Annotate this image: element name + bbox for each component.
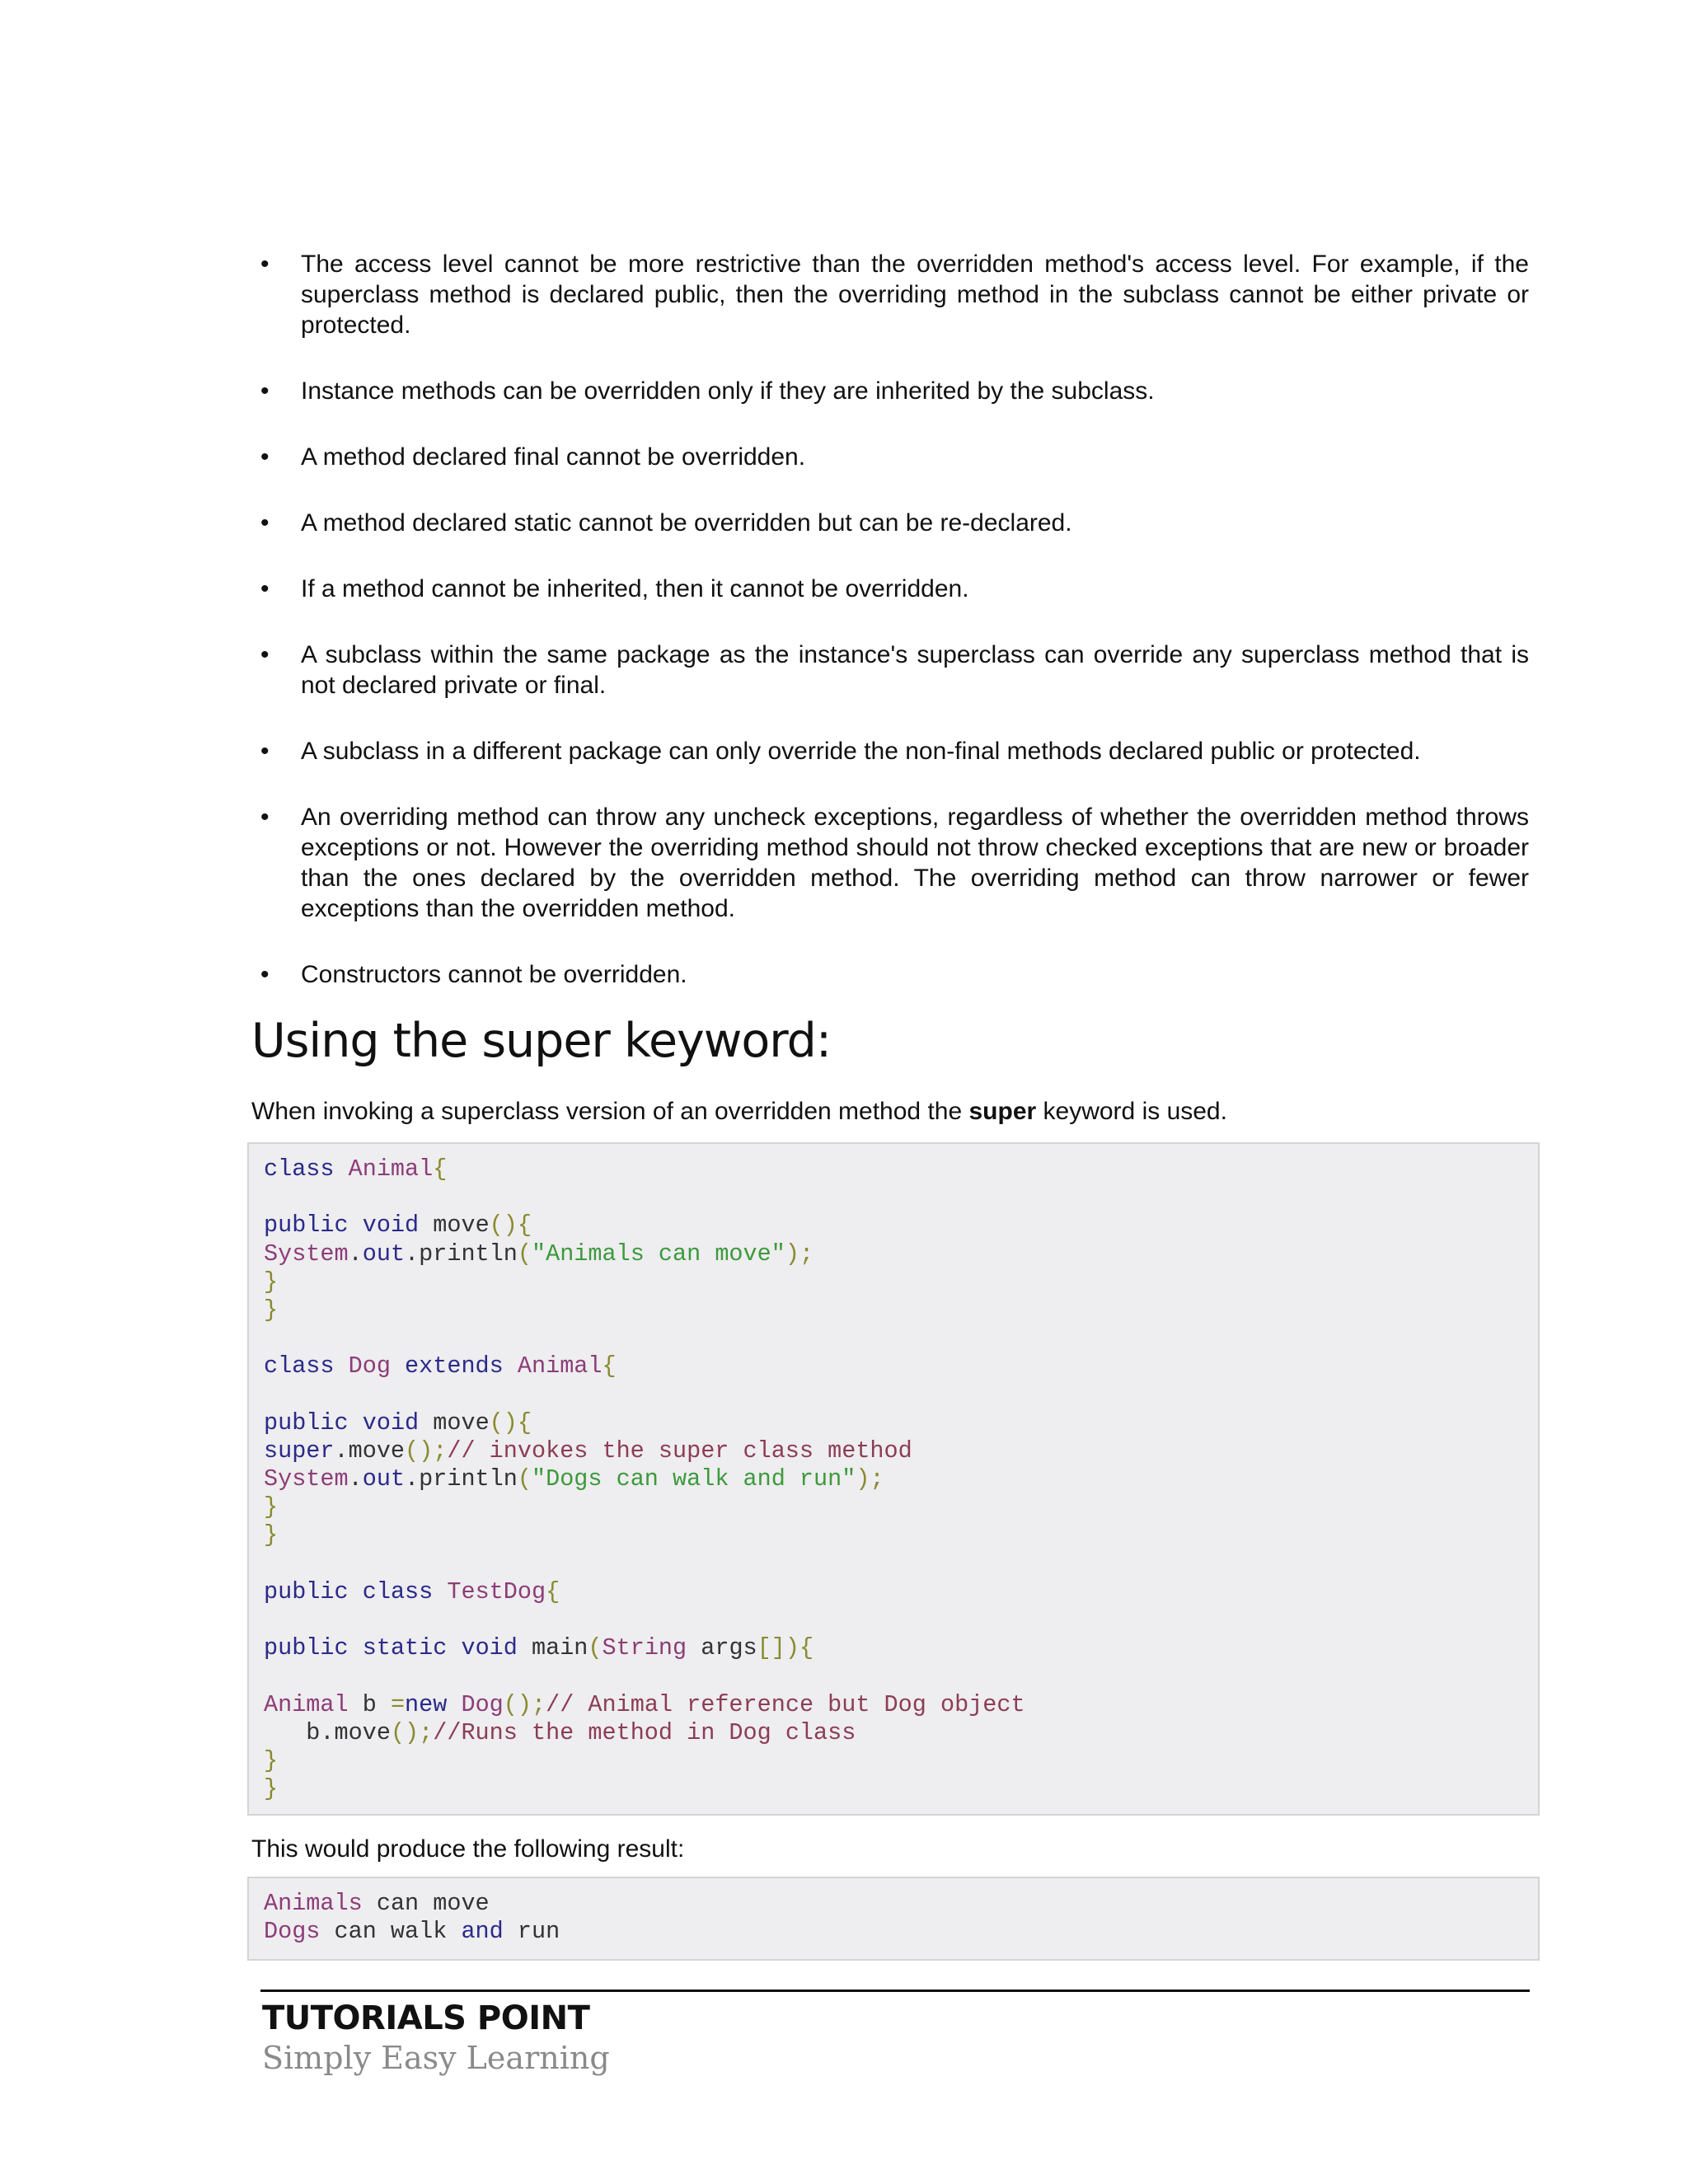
code-token: class (264, 1352, 335, 1380)
list-item-text: An overriding method can throw any uncheck exceptions, regardless of whether the overridden method throws exceptions or not. However the overriding method should not throw checked exceptions that are new or broader than the ones declared by the overridden method. The overriding method can throw narrower or fewer exceptions than the overridden method. (301, 804, 1529, 922)
section-intro (251, 1096, 1227, 1127)
code-line (264, 1381, 1523, 1409)
list-item-text: Instance methods can be overridden only if they are inherited by the subclass. (301, 377, 1155, 405)
code-token: Dog (348, 1352, 391, 1380)
code-token: ( (588, 1634, 603, 1662)
intro-text-before: When invoking a superclass version of an overridden method the (251, 1098, 969, 1125)
code-line (264, 1352, 1523, 1380)
intro-text-after: keyword is used. (1036, 1098, 1227, 1125)
code-token: . (348, 1465, 363, 1493)
code-line (264, 1465, 1523, 1493)
code-token: and (461, 1918, 504, 1946)
list-item (247, 376, 1529, 406)
list-item-text: If a method cannot be inherited, then it cannot be overridden. (301, 575, 969, 602)
bullet-icon: • (260, 804, 270, 831)
code-token: } (264, 1268, 279, 1296)
list-item (247, 508, 1529, 538)
code-token: System (264, 1465, 349, 1493)
code-token: new (405, 1690, 448, 1718)
code-token: b.move (264, 1718, 391, 1746)
code-token: { (546, 1577, 560, 1605)
code-line (264, 1747, 1523, 1775)
code-token: .move (334, 1436, 406, 1465)
code-line (264, 1521, 1523, 1549)
bullet-icon: • (260, 738, 270, 765)
code-line (264, 1183, 1523, 1212)
bullet-icon: • (260, 641, 270, 668)
intro-keyword: super (968, 1098, 1037, 1125)
list-item-text: A method declared static cannot be overridden but can be re-declared. (301, 509, 1072, 537)
code-token: extends (405, 1352, 504, 1380)
code-line (264, 1918, 1523, 1946)
code-token: Animal (264, 1690, 349, 1718)
list-item (247, 640, 1529, 701)
code-token: void (362, 1212, 420, 1240)
footer-tagline: Simply Easy Learning (262, 2040, 610, 2076)
code-token (335, 1352, 349, 1380)
footer-brand: TUTORIALS POINT (262, 1999, 590, 2037)
code-token: Dogs (264, 1918, 321, 1946)
result-caption: This would produce the following result: (251, 1835, 685, 1863)
code-token: []){ (757, 1634, 814, 1662)
code-token: out (362, 1240, 406, 1268)
code-token: } (264, 1296, 279, 1324)
code-token: Animals (264, 1890, 363, 1917)
code-token: ( (517, 1240, 532, 1268)
list-item (247, 959, 1529, 990)
code-token (349, 1578, 363, 1605)
code-line (264, 1634, 1523, 1662)
code-token: ); (856, 1465, 884, 1493)
bullet-icon: • (260, 575, 270, 602)
code-token: // Animal reference but Dog object (546, 1690, 1025, 1718)
code-output-block (247, 1877, 1540, 1961)
list-item (247, 442, 1529, 472)
code-token (349, 1409, 363, 1436)
code-token: . (348, 1240, 363, 1268)
code-token: String (602, 1634, 687, 1662)
code-token: (); (503, 1690, 546, 1718)
code-token: (){ (489, 1212, 532, 1240)
bullet-icon: • (260, 251, 270, 278)
code-token: } (264, 1493, 279, 1521)
code-line (264, 1324, 1523, 1352)
code-token: public (264, 1634, 349, 1662)
list-item (247, 802, 1529, 924)
code-token: = (390, 1690, 406, 1718)
code-line (264, 1662, 1523, 1690)
bullet-icon: • (260, 509, 270, 537)
code-token: ); (785, 1240, 814, 1268)
code-token: // invokes the super class method (447, 1436, 912, 1465)
code-token (433, 1578, 447, 1605)
code-line (264, 1296, 1523, 1324)
code-line (264, 1493, 1523, 1521)
list-item-text: A method declared final cannot be overridden. (301, 443, 806, 471)
code-token (504, 1352, 518, 1380)
code-token: class (264, 1155, 335, 1183)
code-token: .println (405, 1240, 518, 1268)
code-token: "Dogs can walk and run" (531, 1465, 856, 1493)
code-token: System (264, 1240, 349, 1268)
code-line (264, 1691, 1523, 1719)
code-token: out (362, 1465, 406, 1493)
code-line (264, 1212, 1523, 1240)
code-token: public (264, 1577, 349, 1605)
code-token (447, 1634, 461, 1661)
code-token: "Animals can move" (531, 1240, 785, 1268)
bullet-icon: • (260, 443, 270, 471)
code-token: } (264, 1521, 279, 1549)
code-token: Dog (461, 1690, 504, 1718)
code-token: .println (405, 1465, 518, 1493)
code-token: class (362, 1577, 434, 1605)
code-line (264, 1890, 1523, 1918)
code-token: { (433, 1155, 448, 1183)
code-token: can move (362, 1890, 490, 1917)
code-line (264, 1409, 1523, 1437)
code-token: Animal (517, 1352, 603, 1380)
code-token (349, 1212, 363, 1239)
list-item (247, 249, 1529, 340)
code-token: (); (405, 1436, 448, 1465)
code-token: move (419, 1212, 490, 1240)
code-token: public (264, 1408, 349, 1436)
code-line (264, 1775, 1523, 1803)
code-token (349, 1634, 363, 1661)
code-token (447, 1691, 461, 1718)
code-token: static (362, 1634, 448, 1662)
code-token: can walk (320, 1918, 462, 1946)
code-token (391, 1352, 405, 1380)
code-token: TestDog (447, 1577, 546, 1605)
code-token: } (264, 1746, 279, 1774)
footer-divider (260, 1990, 1530, 1992)
section-heading: Using the super keyword: (251, 1014, 832, 1068)
override-rules-list (247, 249, 1529, 1025)
code-token: Animal (348, 1155, 434, 1183)
code-line (264, 1240, 1523, 1268)
code-token: run (503, 1918, 560, 1946)
bullet-icon: • (260, 961, 270, 988)
list-item (247, 574, 1529, 604)
code-token: args (687, 1634, 757, 1662)
code-line (264, 1155, 1523, 1183)
code-token: (); (390, 1718, 434, 1746)
code-token: //Runs the method in Dog class (433, 1718, 856, 1746)
list-item (247, 736, 1529, 766)
code-token: move (419, 1408, 490, 1436)
code-token: b (348, 1690, 391, 1718)
list-item-text: The access level cannot be more restrictive than the overridden method's access level. For example, if the superclass method is declared public, then the overriding method in the subclass cannot be either private or protected. (301, 251, 1529, 339)
code-line (264, 1719, 1523, 1747)
code-line (264, 1437, 1523, 1465)
bullet-icon: • (260, 377, 270, 405)
code-line (264, 1606, 1523, 1634)
code-token: (){ (489, 1408, 532, 1436)
code-token: public (264, 1212, 349, 1240)
code-token: { (602, 1352, 617, 1380)
code-example-block (247, 1142, 1540, 1816)
code-token: void (362, 1408, 420, 1436)
code-line (264, 1268, 1523, 1296)
code-token: main (517, 1634, 588, 1662)
code-token: } (264, 1775, 279, 1803)
list-item-text: Constructors cannot be overridden. (301, 961, 687, 988)
list-item-text: A subclass within the same package as the instance's superclass can override any superclass method that is not declared private or final. (301, 641, 1529, 699)
code-token (335, 1155, 349, 1183)
code-token: void (461, 1634, 518, 1662)
code-line (264, 1550, 1523, 1578)
list-item-text: A subclass in a different package can only override the non-final methods declared public or protected. (301, 738, 1421, 765)
code-token: ( (517, 1465, 532, 1493)
code-line (264, 1578, 1523, 1606)
code-token: super (264, 1436, 335, 1465)
